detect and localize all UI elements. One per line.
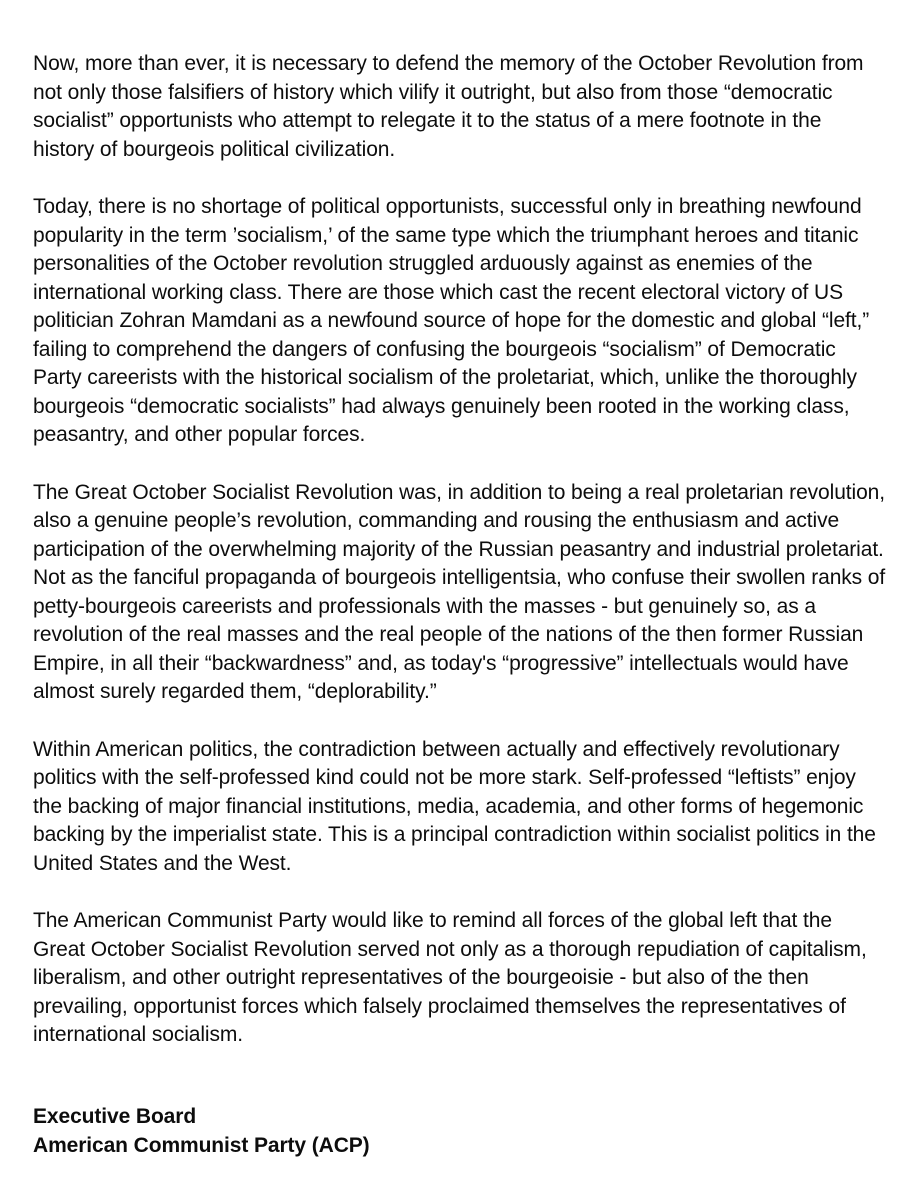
signature-role: Executive Board — [33, 1104, 197, 1128]
paragraph-peoples-revolution: The Great October Socialist Revolution was, in addition to being a real proletarian revolution, also a genuine people’s revolution, commanding and rousing the enthusiasm and active participation of the overwhelming majority of the Russian peasantry and industrial proletariat. Not as the fanciful propaganda of bourgeois intelligentsia, who confuse their swollen ranks of petty-bourgeois careerists and professionals with the masses - but genuinely so, as a revolution of the real masses and the real people of the nations of the then former Russian Empire, in all their “backwardness” and, as today's “progressive” intellectuals would have almost surely regarded them, “deplorability.” — [33, 480, 886, 703]
paragraph-political-opportunists: Today, there is no shortage of political opportunists, successful only in breathing newfound popularity in the term ’socialism,’ of the same type which the triumphant heroes and titanic personalities of the October revolution struggled arduously against as enemies of the international working class. There are those which cast the recent electoral victory of US politician Zohran Mamdani as a newfound source of hope for the domestic and global “left,” failing to comprehend the dangers of confusing the bourgeois “socialism” of Democratic Party careerists with the historical socialism of the proletariat, which, unlike the thoroughly bourgeois “democratic socialists” had always genuinely been rooted in the working class, peasantry, and other popular forces. — [33, 195, 870, 446]
paragraph-acp-reminder: The American Communist Party would like to remind all forces of the global left that the Great October Socialist Revolution served not only as a thorough repudiation of capitalism, liberalism, and other outright representatives of the bourgeoisie - but also of the then prevailing, opportunist forces which falsely proclaimed themselves the representatives of international socialism. — [33, 909, 867, 1046]
signature-organization: American Communist Party (ACP) — [33, 1133, 370, 1157]
paragraph-american-politics-contradiction: Within American politics, the contradiction between actually and effectively revolutionary politics with the self-professed kind could not be more stark. Self-professed “leftists” enjoy the backing of major financial institutions, media, academia, and other forms of hegemonic backing by the imperialist state. This is a principal contradiction within socialist politics in the United States and the West. — [33, 737, 876, 875]
paragraph-october-revolution-memory: Now, more than ever, it is necessary to defend the memory of the October Revolution from not only those falsifiers of history which vilify it outright, but also from those “democratic socialist” opportunists who attempt to relegate it to the status of a mere footnote in the history of bourgeois political civilization. — [33, 52, 864, 161]
signature-block — [33, 1102, 888, 1160]
